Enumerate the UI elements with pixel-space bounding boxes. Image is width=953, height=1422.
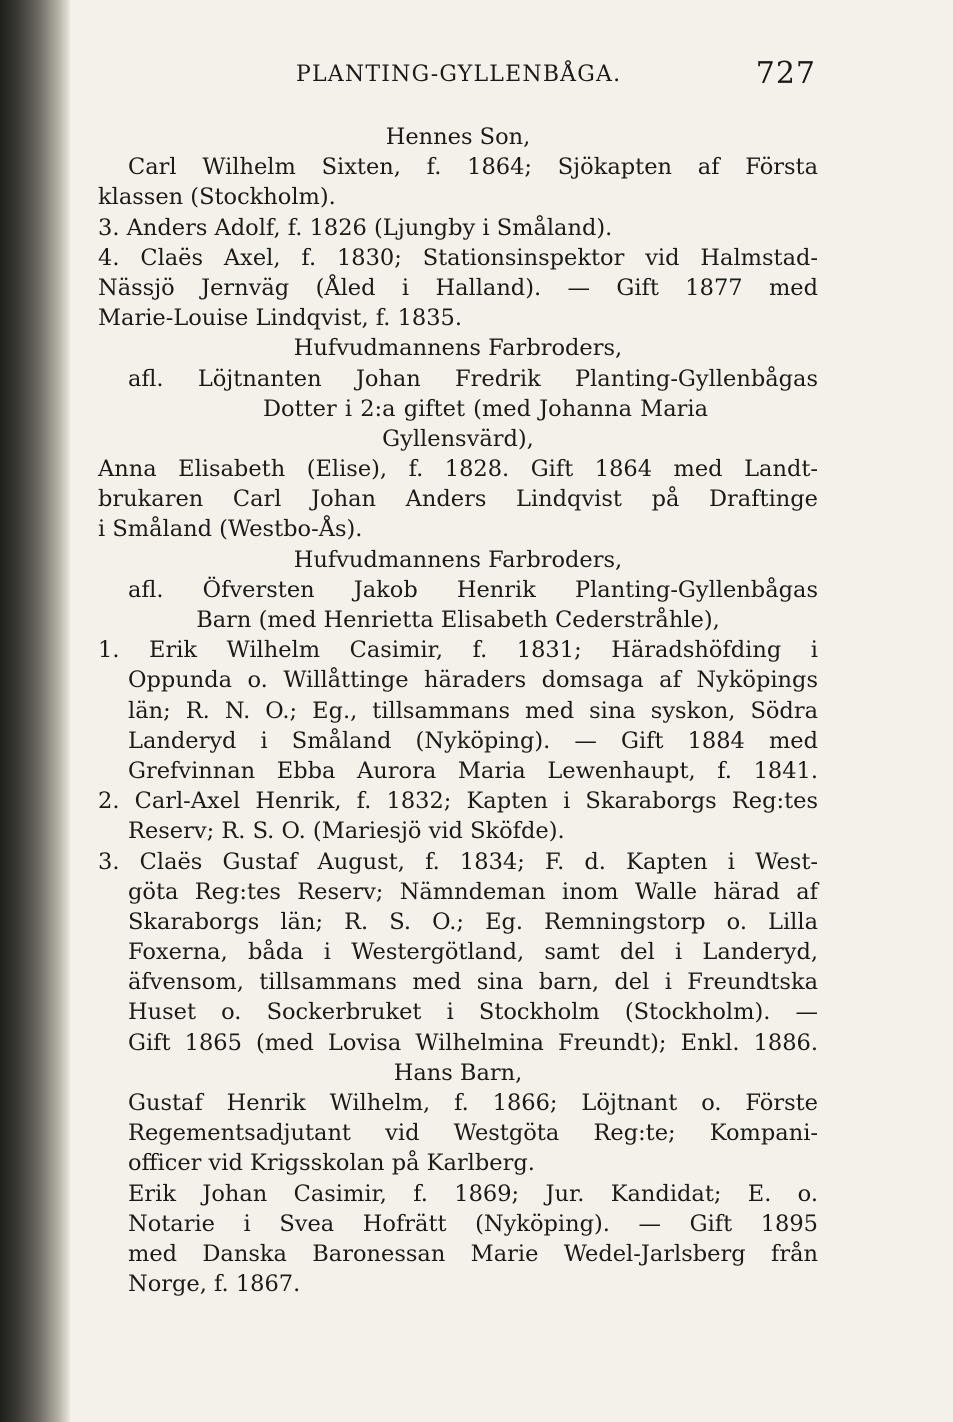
page-number: 727 (755, 56, 816, 91)
text-line: Norge, f. 1867. (128, 1271, 301, 1298)
text-line: Erik Johan Casimir, f. 1869; Jur. Kandidat; E. o. (128, 1180, 818, 1207)
text-line: Carl Wilhelm Sixten, f. 1864; Sjökapten af Första (128, 154, 818, 181)
text-line: Huset o. Sockerbruket i Stockholm (Stockholm). — (128, 999, 818, 1026)
text-line: Hufvudmannens Farbroders, (293, 335, 623, 362)
text-line: klassen (Stockholm). (98, 184, 336, 211)
text-line: Hans Barn, (393, 1059, 523, 1086)
text-line: officer vid Krigsskolan på Karlberg. (128, 1150, 535, 1177)
book-binding-edge (0, 0, 70, 1422)
text-line: afl. Löjtnanten Johan Fredrik Planting-Gyllenbågas (128, 365, 818, 392)
text-line: 1. Erik Wilhelm Casimir, f. 1831; Häradshöfding i (98, 637, 818, 664)
text-line: Nässjö Jernväg (Åled i Halland). — Gift 1877 med (98, 274, 818, 301)
text-line: län; R. N. O.; Eg., tillsammans med sina syskon, Södra (128, 697, 818, 724)
text-line: Oppunda o. Willåttinge häraders domsaga af Nyköpings (128, 667, 818, 694)
text-line: Foxerna, båda i Westergötland, samt del i Landeryd, (128, 939, 818, 966)
text-line: Grefvinnan Ebba Aurora Maria Lewenhaupt, f. 1841. (128, 757, 818, 784)
text-line: Notarie i Svea Hofrätt (Nyköping). — Gift 1895 (128, 1210, 818, 1237)
text-line: Hufvudmannens Farbroders, (293, 546, 623, 573)
text-line: 2. Carl-Axel Henrik, f. 1832; Kapten i Skaraborgs Reg:tes (98, 788, 818, 815)
text-line: i Småland (Westbo-Ås). (98, 516, 363, 543)
text-line: Gift 1865 (med Lovisa Wilhelmina Freundt); Enkl. 1886. (128, 1029, 818, 1056)
text-line: 4. Claës Axel, f. 1830; Stationsinspektor vid Halmstad- (98, 244, 818, 271)
text-line: äfvensom, tillsammans med sina barn, del i Freundtska (128, 969, 818, 996)
book-page (98, 52, 818, 1298)
text-line: Landeryd i Småland (Nyköping). — Gift 1884 med (128, 727, 818, 754)
text-line: brukaren Carl Johan Anders Lindqvist på Draftinge (98, 486, 818, 513)
page-header (98, 52, 818, 104)
page-body (98, 122, 818, 1299)
text-line: Dotter i 2:a giftet (med Johanna Maria (263, 395, 708, 422)
text-line: 3. Anders Adolf, f. 1826 (Ljungby i Småland). (98, 214, 613, 241)
text-line: Barn (med Henrietta Elisabeth Cederstråhle), (196, 607, 720, 633)
text-line: Skaraborgs län; R. S. O.; Eg. Remningstorp o. Lilla (128, 908, 818, 935)
text-line: Regementsadjutant vid Westgöta Reg:te; Kompani- (128, 1120, 818, 1147)
text-line: Reserv; R. S. O. (Mariesjö vid Sköfde). (128, 818, 565, 845)
text-line: Anna Elisabeth (Elise), f. 1828. Gift 1864 med Landt- (98, 456, 818, 483)
text-line: Gustaf Henrik Wilhelm, f. 1866; Löjtnant o. Förste (128, 1090, 818, 1116)
text-line: Marie-Louise Lindqvist, f. 1835. (98, 305, 462, 332)
running-title: PLANTING-GYLLENBÅGA. (296, 62, 622, 87)
text-line: med Danska Baronessan Marie Wedel-Jarlsberg från (128, 1240, 818, 1267)
text-line: afl. Öfversten Jakob Henrik Planting-Gyllenbågas (128, 576, 818, 603)
text-line: Gyllensvärd), (382, 425, 534, 452)
text-line: göta Reg:tes Reserv; Nämndeman inom Walle härad af (128, 878, 818, 905)
text-line: Hennes Son, (385, 124, 531, 150)
text-line: 3. Claës Gustaf August, f. 1834; F. d. Kapten i West- (98, 848, 818, 875)
